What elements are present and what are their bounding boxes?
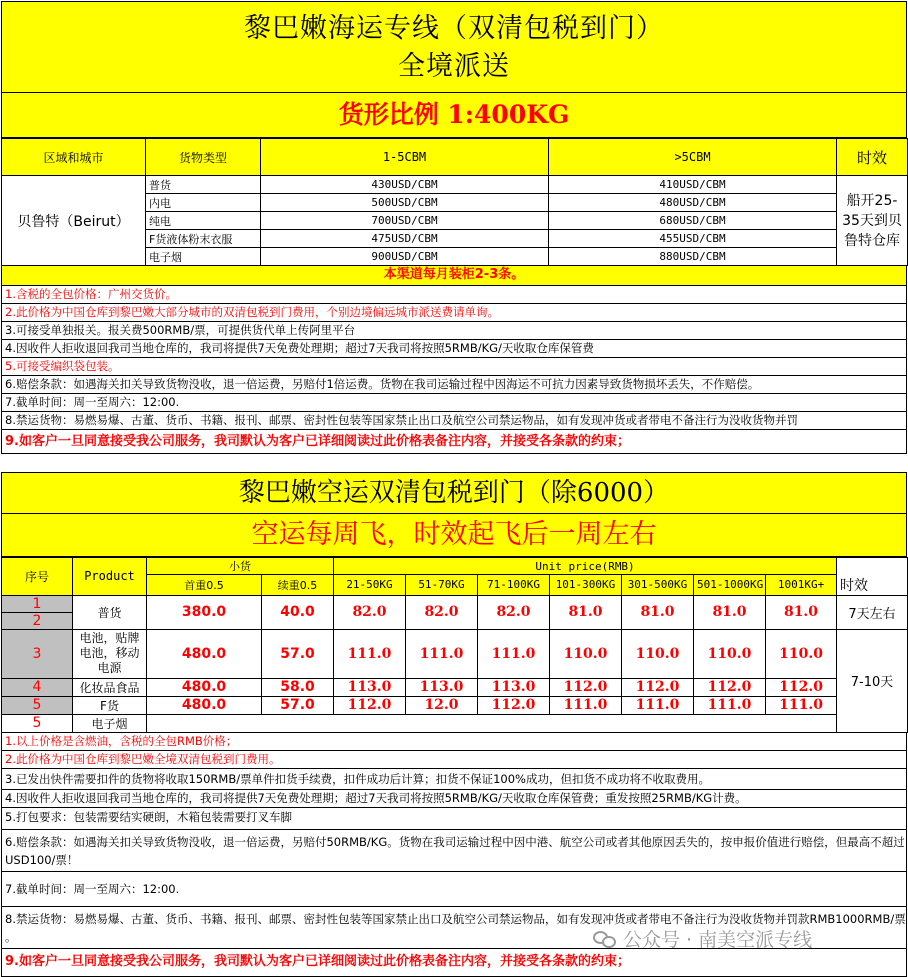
air-price-table (1, 557, 908, 733)
small-goods-header: 小货 (147, 558, 334, 575)
price-101-300: 81.0 (550, 595, 622, 629)
price-21-50: 113.0 (334, 678, 406, 696)
seq-cell: 5 (2, 714, 73, 732)
product-cell: 电子烟 (73, 714, 147, 732)
price-cont: 58.0 (262, 678, 334, 696)
price-21-50: 111.0 (334, 629, 406, 678)
cargo-type: 普货 (146, 176, 261, 194)
sea-ratio: 货形比例 1:400KG (1, 93, 907, 138)
price-over-5cbm: 455USD/CBM (549, 230, 837, 248)
price-301-500: 81.0 (622, 595, 694, 629)
price-first: 480.0 (147, 696, 262, 714)
price-101-300: 110.0 (550, 629, 622, 678)
type-header: 货物类型 (146, 139, 261, 176)
time-header: 时效 (837, 139, 908, 176)
sea-title-line2: 全境派送 (398, 51, 510, 82)
air-row (2, 678, 908, 696)
watermark (593, 925, 812, 952)
wechat-icon (593, 929, 617, 949)
city-cell: 贝鲁特（Beirut） (2, 176, 146, 266)
air-note-2: 2.此价格为中国仓库到黎巴嫩全境双清包税到门费用。 (1, 751, 907, 769)
cargo-type: 纯电 (146, 212, 261, 230)
col2-header: >5CBM (549, 139, 837, 176)
price-71-100: 82.0 (478, 595, 550, 629)
cargo-type: F货液体粉末衣服 (146, 230, 261, 248)
product-cell: 普货 (73, 595, 147, 629)
first-weight-header: 首重0.5 (147, 575, 262, 596)
price-over-5cbm: 480USD/CBM (549, 194, 837, 212)
price-501-1000: 110.0 (694, 629, 766, 678)
sea-title-line1: 黎巴嫩海运专线（双清包税到门） (244, 13, 664, 44)
price-first: 480.0 (147, 629, 262, 678)
sea-title (1, 1, 907, 93)
air-row (2, 714, 908, 732)
air-note-8: 8.禁运货物：易燃易爆、古董、货币、书籍、报刊、邮票、密封性包装等国家禁止出口及航空公司禁运物品，如有发现冲货或者带电不备注行为没收货物并罚款RMB1000RMB/票 。 (1, 907, 907, 949)
price-over-5cbm: 680USD/CBM (549, 212, 837, 230)
price-501-1000: 112.0 (694, 678, 766, 696)
seq-cell: 1 (2, 595, 73, 612)
air-subtitle: 空运每周飞，时效起飞后一周左右 (1, 514, 907, 557)
col1-header: 1-5CBM (261, 139, 549, 176)
sea-note-5: 5.可接受编织袋包装。 (1, 358, 907, 376)
seq-header: 序号 (2, 558, 73, 596)
price-301-500: 111.0 (622, 696, 694, 714)
empty-prices (147, 714, 837, 732)
price-cont: 57.0 (262, 629, 334, 678)
air-note-7: 7.截单时间：周一至周六：12:00. (1, 872, 907, 907)
price-first: 380.0 (147, 595, 262, 629)
range-101-300-header: 101-300KG (550, 575, 622, 596)
price-cont: 57.0 (262, 696, 334, 714)
price-301-500: 110.0 (622, 629, 694, 678)
sea-note-7: 7.截单时间：周一至周六：12:00. (1, 394, 907, 412)
price-501-1000: 111.0 (694, 696, 766, 714)
range-71-100-header: 71-100KG (478, 575, 550, 596)
sea-note-3: 3.可接受单独报关。报关费500RMB/票，可提供货代单上传阿里平台 (1, 322, 907, 340)
price-first: 480.0 (147, 678, 262, 696)
product-cell: F货 (73, 696, 147, 714)
seq-cell: 3 (2, 629, 73, 678)
page (1, 1, 907, 977)
cont-weight-header: 续重0.5 (262, 575, 334, 596)
cargo-type: 内电 (146, 194, 261, 212)
product-header: Product (73, 558, 147, 596)
price-51-70: 12.0 (406, 696, 478, 714)
price-over-5cbm: 880USD/CBM (549, 248, 837, 266)
price-1001: 111.0 (766, 696, 837, 714)
sea-time-value: 船开25-35天到贝鲁特仓库 (837, 176, 908, 266)
sea-note-6: 6.赔偿条款：如遇海关扣关导致货物没收，退一倍运费，另赔付1倍运费。货物在我司运输过程中因海运不可抗力因素导致货物损坏丢失，不作赔偿。 (1, 376, 907, 394)
air-note-3: 3.已发出快件需要扣件的货物将收取150RMB/票单件扣货手续费，扣件成功后计算；扣货不保证100%成功，但扣货不成功将不收取费用。 (1, 769, 907, 790)
price-301-500: 112.0 (622, 678, 694, 696)
air-note-6: 6.赔偿条款：如遇海关扣关导致货物没收，退一倍运费，另赔付50RMB/KG。货物在我司运输过程中因中港、航空公司或者其他原因丢失的，按申报价值进行赔偿，但最高不超过USD100/票！ (1, 830, 907, 872)
price-71-100: 113.0 (478, 678, 550, 696)
price-51-70: 82.0 (406, 595, 478, 629)
cargo-type: 电子烟 (146, 248, 261, 266)
region-header: 区域和城市 (2, 139, 146, 176)
price-51-70: 113.0 (406, 678, 478, 696)
price-21-50: 112.0 (334, 696, 406, 714)
seq-cell: 4 (2, 678, 73, 696)
unit-price-header: Unit price(RMB) (334, 558, 837, 575)
product-cell: 化妆品食品 (73, 678, 147, 696)
air-row (2, 629, 908, 678)
price-1-5cbm: 475USD/CBM (261, 230, 549, 248)
sea-price-table (1, 138, 908, 266)
sea-header-row (2, 139, 908, 176)
price-101-300: 112.0 (550, 678, 622, 696)
air-title: 黎巴嫩空运双清包税到门（除6000） (1, 472, 907, 514)
price-1001: 110.0 (766, 629, 837, 678)
seq-cell: 2 (2, 612, 73, 629)
range-301-500-header: 301-500KG (622, 575, 694, 596)
sea-notice: 本渠道每月装柜2-3条。 (1, 266, 907, 286)
range-51-70-header: 51-70KG (406, 575, 478, 596)
sea-row (2, 176, 908, 194)
watermark-text: 公众号 · 南美空派专线 (623, 929, 813, 951)
price-cont: 40.0 (262, 595, 334, 629)
seq-cell: 5 (2, 696, 73, 714)
air-note-1: 1.以上价格是含燃油，含税的全包RMB价格； (1, 733, 907, 751)
price-1001: 112.0 (766, 678, 837, 696)
price-101-300: 111.0 (550, 696, 622, 714)
air-note-4: 4.因收件人拒收退回我司当地仓库的，我司将提供7天免费处理期；超过7天我司将按照5RMB/KG/天收取仓库保管费；重发按照25RMB/KG计费。 (1, 790, 907, 808)
sea-note-1: 1.含税的全包价格：广州交货价。 (1, 286, 907, 304)
price-1-5cbm: 430USD/CBM (261, 176, 549, 194)
range-1001-header: 1001KG+ (766, 575, 837, 596)
air-row (2, 595, 908, 612)
price-21-50: 82.0 (334, 595, 406, 629)
price-1001: 81.0 (766, 595, 837, 629)
air-row (2, 696, 908, 714)
product-cell: 电池，贴牌电池，移动电源 (73, 629, 147, 678)
price-71-100: 111.0 (478, 629, 550, 678)
sea-note-9: 9.如客户一旦同意接受我公司服务，我司默认为客户已详细阅读过此价格表备注内容，并接受各条款的约束； (1, 430, 907, 454)
air-note-9: 9.如客户一旦同意接受我公司服务，我司默认为客户已详细阅读过此价格表备注内容，并接受各条款的约束； (1, 949, 907, 977)
price-1-5cbm: 900USD/CBM (261, 248, 549, 266)
air-time-header: 时效 (837, 575, 908, 596)
sea-note-2: 2.此价格为中国仓库到黎巴嫩大部分城市的双清包税到门费用，个别边境偏远城市派送费请单询。 (1, 304, 907, 322)
air-time-long: 7-10天 (837, 629, 908, 732)
price-1-5cbm: 700USD/CBM (261, 212, 549, 230)
range-21-50-header: 21-50KG (334, 575, 406, 596)
price-51-70: 111.0 (406, 629, 478, 678)
price-1-5cbm: 500USD/CBM (261, 194, 549, 212)
sea-note-4: 4.因收件人拒收退回我司当地仓库的，我司将提供7天免费处理期；超过7天我司将按照5RMB/KG/天收取仓库保管费 (1, 340, 907, 358)
air-note-5: 5.打包要求：包装需要结实硬朗，木箱包装需要打叉车脚 (1, 808, 907, 830)
price-over-5cbm: 410USD/CBM (549, 176, 837, 194)
air-time-short: 7天左右 (837, 595, 908, 629)
price-501-1000: 81.0 (694, 595, 766, 629)
price-71-100: 112.0 (478, 696, 550, 714)
sea-note-8: 8.禁运货物：易燃易爆、古董、货币、书籍、报刊、邮票、密封性包装等国家禁止出口及航空公司禁运物品，如有发现冲货或者带电不备注行为没收货物并罚 (1, 412, 907, 430)
air-header-row (2, 558, 908, 575)
range-501-1000-header: 501-1000KG (694, 575, 766, 596)
